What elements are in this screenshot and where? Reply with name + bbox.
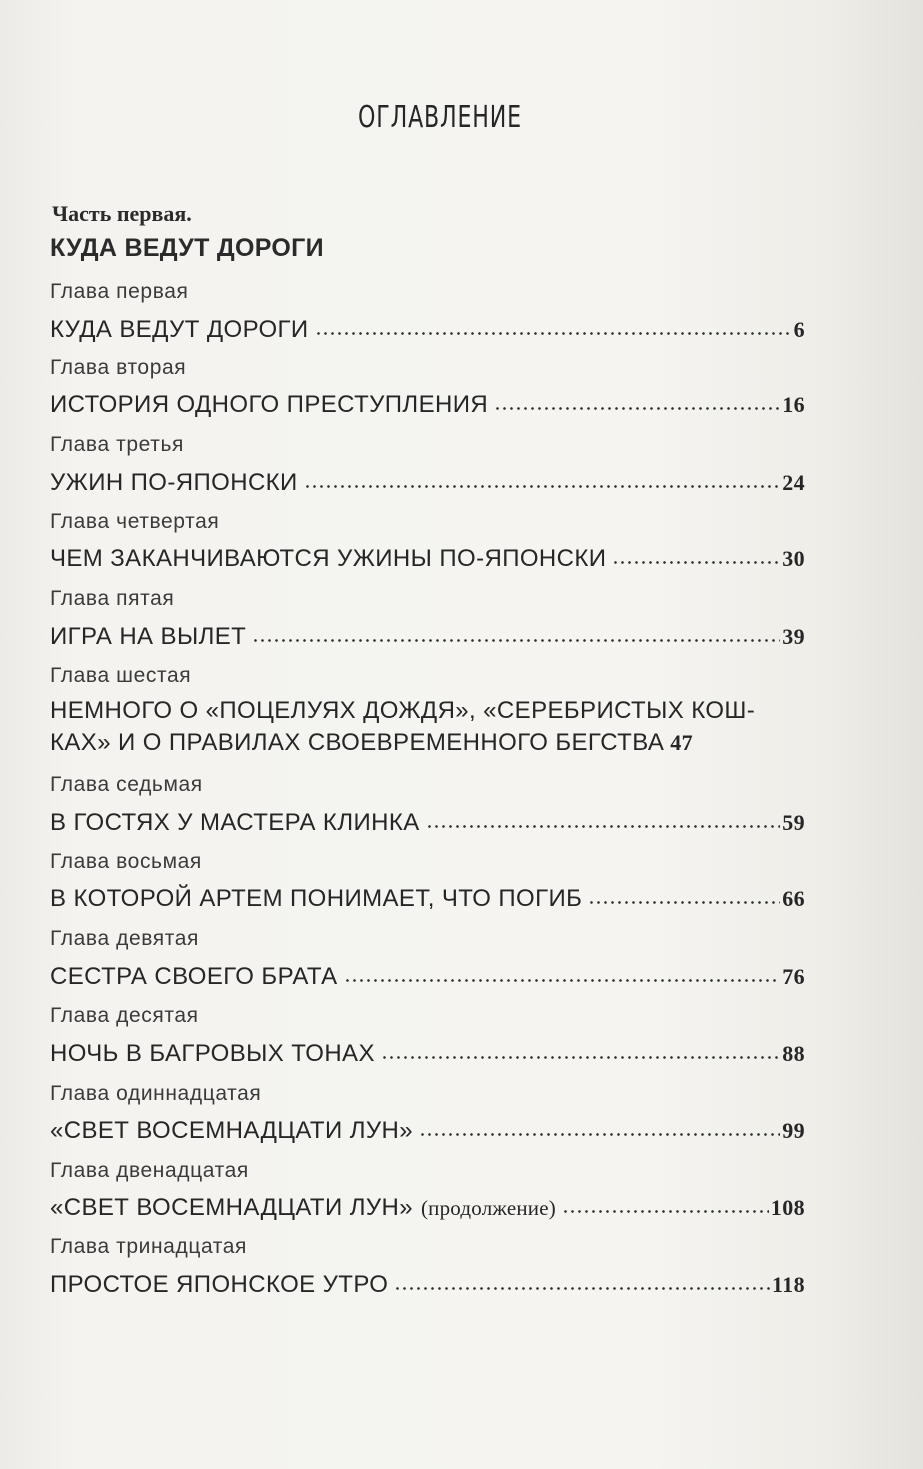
entry-title: В ГОСТЯХ У МАСТЕРА КЛИНКА	[50, 809, 420, 836]
chapter-label: Глава десятая	[50, 1004, 199, 1027]
entry-title: УЖИН ПО-ЯПОНСКИ	[50, 469, 298, 496]
page-number: 6	[793, 317, 805, 342]
page-number: 24	[782, 470, 805, 495]
entry-title: «СВЕТ ВОСЕМНАДЦАТИ ЛУН»	[50, 1194, 413, 1221]
page-number: 47	[670, 730, 694, 755]
toc-entry[interactable]	[50, 960, 805, 991]
chapter-label: Глава четвертая	[50, 510, 220, 533]
toc-entry-line[interactable]	[50, 729, 810, 757]
entry-title: ИГРА НА ВЫЛЕТ	[50, 623, 247, 650]
entry-title: СЕСТРА СВОЕГО БРАТА	[50, 963, 338, 990]
chapter-label: Глава первая	[50, 280, 189, 303]
entry-title: ЧЕМ ЗАКАНЧИВАЮТСЯ УЖИНЫ ПО-ЯПОНСКИ	[50, 545, 607, 572]
entry-title: КУДА ВЕДУТ ДОРОГИ	[50, 316, 309, 343]
page-number: 59	[782, 810, 805, 835]
toc-entry[interactable]	[50, 1191, 805, 1222]
entry-title: В КОТОРОЙ АРТЕМ ПОНИМАЕТ, ЧТО ПОГИБ	[50, 885, 583, 912]
page-number: 30	[782, 546, 805, 571]
chapter-label: Глава пятая	[50, 587, 175, 610]
toc-entry[interactable]	[50, 466, 805, 497]
dot-leader	[381, 1037, 780, 1061]
chapter-label: Глава восьмая	[50, 850, 202, 873]
entry-title: ИСТОРИЯ ОДНОГО ПРЕСТУПЛЕНИЯ	[50, 391, 489, 418]
dot-leader	[419, 1114, 780, 1138]
dot-leader	[562, 1191, 769, 1215]
page-title: ОГЛАВЛЕНИЕ	[358, 100, 522, 135]
page-number: 66	[782, 886, 805, 911]
page-number: 16	[782, 392, 805, 417]
page-number: 88	[782, 1041, 805, 1066]
toc-entry[interactable]	[50, 1037, 805, 1068]
part-title: КУДА ВЕДУТ ДОРОГИ	[50, 234, 324, 262]
toc-entry[interactable]	[50, 388, 805, 419]
dot-leader	[588, 882, 780, 906]
chapter-label: Глава вторая	[50, 356, 187, 379]
page-number: 76	[782, 964, 805, 989]
chapter-label: Глава девятая	[50, 927, 200, 950]
entry-title: ПРОСТОЕ ЯПОНСКОЕ УТРО	[50, 1271, 389, 1298]
dot-leader	[612, 542, 780, 566]
chapter-label: Глава двенадцатая	[50, 1159, 249, 1182]
page-number: 118	[772, 1272, 805, 1297]
page-number: 108	[770, 1195, 805, 1220]
chapter-label: Глава седьмая	[50, 773, 203, 796]
chapter-label: Глава шестая	[50, 664, 192, 687]
page-number: 39	[782, 624, 805, 649]
chapter-label: Глава одиннадцатая	[50, 1082, 262, 1105]
dot-leader	[252, 620, 780, 644]
toc-entry[interactable]	[50, 806, 805, 837]
entry-suffix: (продолжение)	[420, 1196, 556, 1220]
dot-leader	[394, 1268, 770, 1292]
toc-entry[interactable]	[50, 620, 805, 651]
chapter-label: Глава третья	[50, 433, 184, 456]
toc-entry[interactable]	[50, 542, 805, 573]
toc-entry[interactable]	[50, 1114, 805, 1145]
dot-leader	[426, 806, 781, 830]
dot-leader	[494, 388, 780, 412]
page-number: 99	[782, 1118, 805, 1143]
entry-title: КАХ» И О ПРАВИЛАХ СВОЕВРЕМЕННОГО БЕГСТВА	[50, 729, 665, 756]
entry-title: НОЧЬ В БАГРОВЫХ ТОНАХ	[50, 1040, 375, 1067]
dot-leader	[344, 960, 781, 984]
part-label: Часть первая.	[52, 201, 192, 226]
dot-leader	[304, 466, 780, 490]
entry-title: «СВЕТ ВОСЕМНАДЦАТИ ЛУН»	[50, 1117, 413, 1144]
toc-entry[interactable]	[50, 882, 805, 913]
toc-entry[interactable]	[50, 313, 805, 344]
chapter-label: Глава тринадцатая	[50, 1235, 247, 1258]
toc-entry-line[interactable]: НЕМНОГО О «ПОЦЕЛУЯХ ДОЖДЯ», «СЕРЕБРИСТЫХ КОШ-	[50, 697, 756, 724]
toc-entry[interactable]	[50, 1268, 805, 1299]
dot-leader	[315, 313, 792, 337]
